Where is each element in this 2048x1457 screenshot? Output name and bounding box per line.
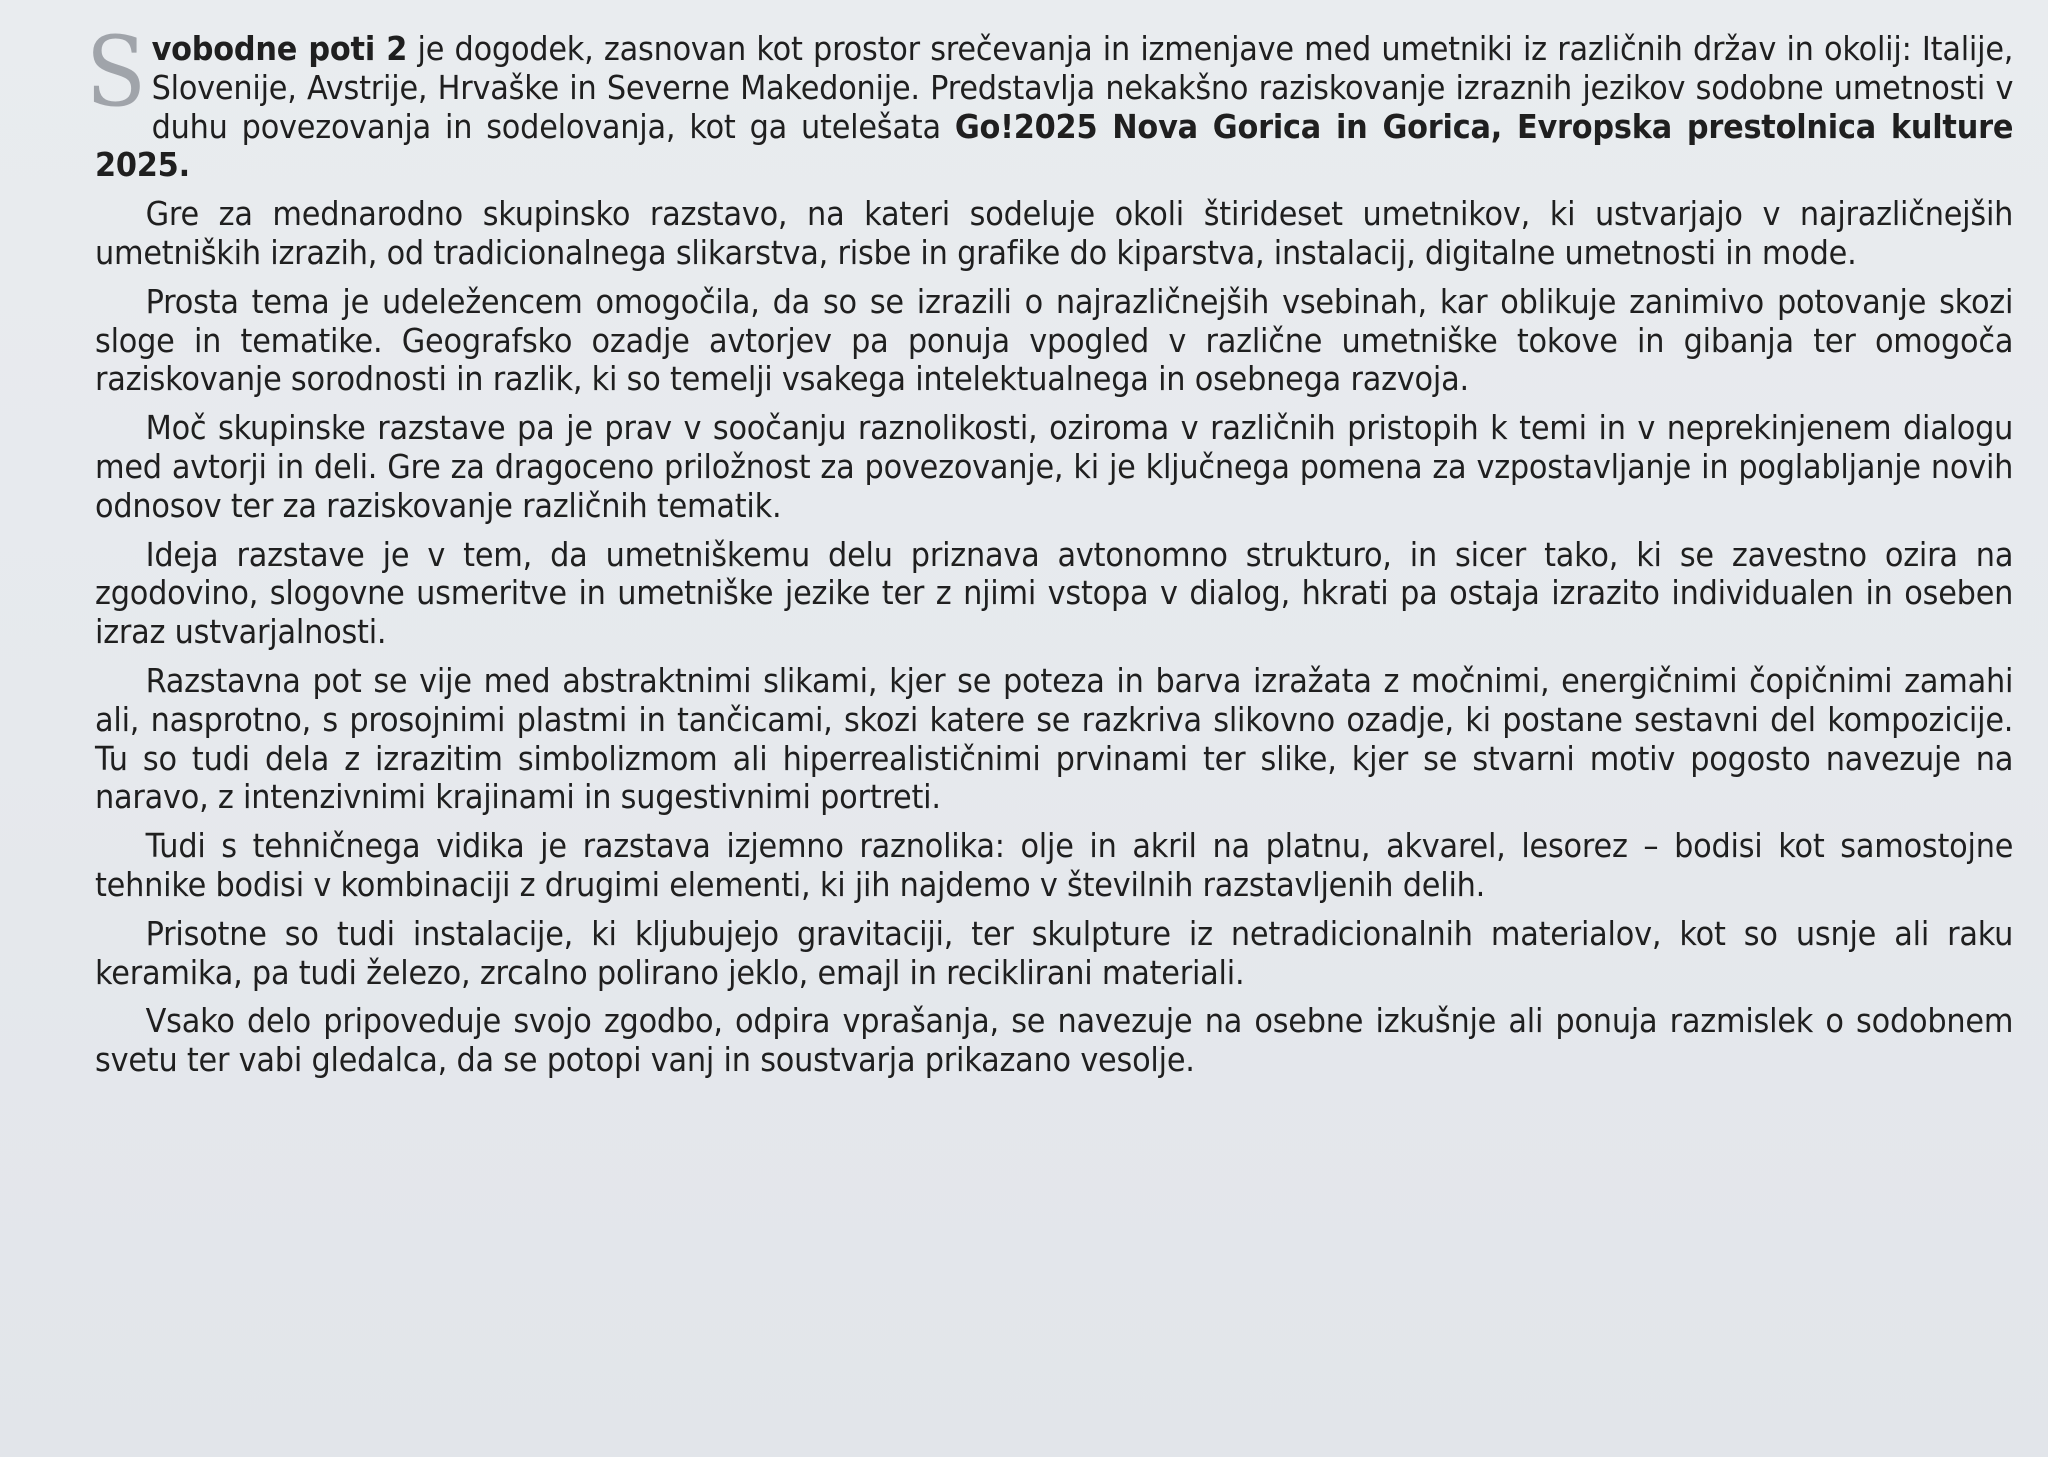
paragraph-9: Vsako delo pripoveduje svojo zgodbo, odpira vprašanja, se navezuje na osebne izkušnje ali ponuja razmislek o sodobnem svetu ter vabi gledalca, da se potopi vanj in soustvarja prikazano vesolje. bbox=[95, 1001, 2014, 1080]
paragraph-4: Moč skupinske razstave pa je prav v soočanju raznolikosti, oziroma v različnih pristopih k temi in v neprekinjenem dialogu med avtorji in deli. Gre za dragoceno priložnost za povezovanje, ki je ključnega pomena za vzpostavljanje in poglabljanje novih odnosov ter za raziskovanje različnih tematik. bbox=[95, 408, 2014, 525]
intro-text: je dogodek, zasnovan kot prostor srečevanja in izmenjave med umetniki iz različnih držav in okolij: Italije, Slovenije, Avstrije, Hrvaške in Severne Makedonije. Predstavlja nekakšno raziskovanje izraznih jezikov sodobne umetnosti v duhu povezovanja in sodelovanja, kot ga utelešata bbox=[151, 29, 2014, 146]
paragraph-7: Tudi s tehničnega vidika je razstava izjemno raznolika: olje in akril na platnu, akvarel, lesorez – bodisi kot samostojne tehnike bodisi v kombinaciji z drugimi elementi, ki jih najdemo v številnih razstavljenih delih. bbox=[95, 826, 2014, 904]
paragraph-8: Prisotne so tudi instalacije, ki kljubujejo gravitaciji, ter skulpture iz netradicionalnih materialov, kot so usnje ali raku keramika, pa tudi železo, zrcalno polirano jeklo, emajl in reciklirani materiali. bbox=[95, 913, 2014, 992]
intro-paragraph bbox=[85, 16, 2014, 185]
paragraph-3: Prosta tema je udeležencem omogočila, da so se izrazili o najrazličnejših vsebinah, kar oblikuje zanimivo potovanje skozi sloge in tematike. Geografsko ozadje avtorjev pa ponuja vpogled v različne umetniške tokove in gibanja ter omogoča raziskovanje sorodnosti in razlik, ki so temelji vsakega intelektualnega in osebnega razvoja. bbox=[95, 281, 2014, 399]
paragraph-6: Razstavna pot se vije med abstraktnimi slikami, kjer se poteza in barva izražata z močnimi, energičnimi čopičnimi zamahi ali, nasprotno, s prosojnimi plastmi in tančicami, skozi katere se razkriva slikovno ozadje, ki postane sestavni del kompozicije. Tu so tudi dela z izrazitim simbolizmom ali hiperrealističnimi prvinami ter slike, kjer se stvarni motiv pogosto navezuje na naravo, z intenzivnimi krajinami in sugestivnimi portreti. bbox=[95, 660, 2014, 817]
drop-cap-letter: S bbox=[85, 16, 147, 128]
paragraph-2: Gre za mednarodno skupinsko razstavo, na kateri sodeluje okoli štirideset umetnikov, ki ustvarjajo v najrazličnejših umetniških izrazih, od tradicionalnega slikarstva, risbe in grafike do kiparstva, instalacij, digitalne umetnosti in mode. bbox=[95, 194, 2014, 272]
article-text bbox=[85, 16, 2014, 1090]
event-title: vobodne poti 2 bbox=[151, 29, 408, 68]
capital-of-culture-name: Go!2025 Nova Gorica in Gorica, Evropska prestolnica kulture 2025. bbox=[95, 106, 2014, 185]
paragraph-5: Ideja razstave je v tem, da umetniškemu delu priznava avtonomno strukturo, in sicer tako, ki se zavestno ozira na zgodovino, slogovne usmeritve in umetniške jezike ter z njimi vstopa v dialog, hkrati pa ostaja izrazito individualen in oseben izraz ustvarjalnosti. bbox=[95, 534, 2014, 652]
